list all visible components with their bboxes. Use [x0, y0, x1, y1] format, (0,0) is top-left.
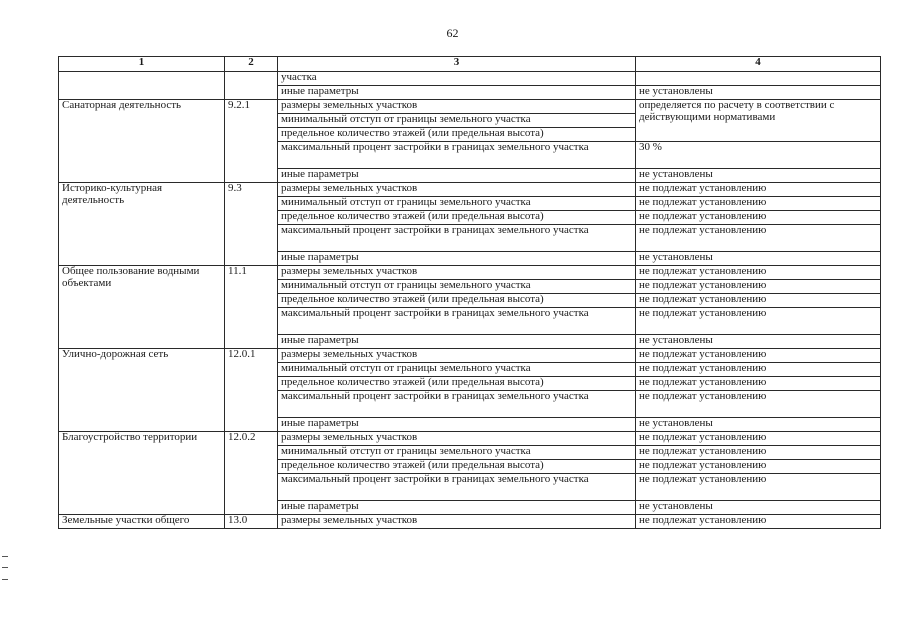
param-cell: размеры земельных участков [278, 432, 636, 446]
activity-code-cell: 11.1 [225, 266, 278, 349]
param-cell: иные параметры [278, 252, 636, 266]
activity-name-cell: Благоустройство территории [59, 432, 225, 515]
value-cell: не установлены [636, 501, 881, 515]
table-row [59, 72, 881, 86]
param-cell: максимальный процент застройки в границах земельного участка [278, 308, 636, 335]
column-header-1: 1 [59, 57, 225, 72]
merged-value-cell: определяется по расчету в соответствии с действующими нормативами [636, 100, 881, 142]
param-cell: иные параметры [278, 501, 636, 515]
regulations-table [58, 56, 881, 529]
value-cell: не подлежат установлению [636, 515, 881, 529]
value-cell: не подлежат установлению [636, 474, 881, 501]
param-cell: минимальный отступ от границы земельного участка [278, 280, 636, 294]
table-row [59, 432, 881, 446]
value-cell: не подлежат установлению [636, 211, 881, 225]
table-row [59, 349, 881, 363]
param-cell: минимальный отступ от границы земельного участка [278, 114, 636, 128]
value-cell: не установлены [636, 169, 881, 183]
activity-code-cell: 9.3 [225, 183, 278, 266]
value-cell: не подлежат установлению [636, 377, 881, 391]
value-cell: не подлежат установлению [636, 391, 881, 418]
param-cell: предельное количество этажей (или предельная высота) [278, 211, 636, 225]
value-cell: не подлежат установлению [636, 363, 881, 377]
param-cell: максимальный процент застройки в границах земельного участка [278, 474, 636, 501]
value-cell: не подлежат установлению [636, 349, 881, 363]
param-cell: максимальный процент застройки в границах земельного участка [278, 225, 636, 252]
param-cell: размеры земельных участков [278, 183, 636, 197]
activity-code-cell [225, 72, 278, 100]
table-row [59, 100, 881, 114]
value-cell [636, 72, 881, 86]
activity-name-cell: Улично-дорожная сеть [59, 349, 225, 432]
activity-name-cell: Общее пользование водными объектами [59, 266, 225, 349]
param-cell: минимальный отступ от границы земельного участка [278, 363, 636, 377]
value-cell: не установлены [636, 86, 881, 100]
value-cell: не установлены [636, 252, 881, 266]
activity-name-cell: Земельные участки общего [59, 515, 225, 529]
activity-name-cell: Санаторная деятельность [59, 100, 225, 183]
value-cell: не подлежат установлению [636, 266, 881, 280]
param-cell: максимальный процент застройки в границах земельного участка [278, 391, 636, 418]
activity-code-cell: 12.0.1 [225, 349, 278, 432]
table-row [59, 183, 881, 197]
value-cell: не подлежат установлению [636, 225, 881, 252]
column-header-4: 4 [636, 57, 881, 72]
table-row [59, 266, 881, 280]
page-number: 62 [446, 26, 459, 40]
activity-code-cell: 12.0.2 [225, 432, 278, 515]
activity-code-cell: 13.0 [225, 515, 278, 529]
scan-artifact [2, 556, 8, 580]
param-cell: предельное количество этажей (или предельная высота) [278, 377, 636, 391]
value-cell: не подлежат установлению [636, 294, 881, 308]
param-cell: иные параметры [278, 335, 636, 349]
param-cell: минимальный отступ от границы земельного участка [278, 446, 636, 460]
param-cell: размеры земельных участков [278, 515, 636, 529]
value-cell: не подлежат установлению [636, 183, 881, 197]
table-header-row [59, 57, 881, 72]
param-cell: размеры земельных участков [278, 266, 636, 280]
value-cell: не подлежат установлению [636, 197, 881, 211]
value-cell: не установлены [636, 418, 881, 432]
activity-name-cell [59, 72, 225, 100]
activity-name-cell: Историко-культурная деятельность [59, 183, 225, 266]
param-cell: иные параметры [278, 169, 636, 183]
param-cell: размеры земельных участков [278, 100, 636, 114]
param-cell: участка [278, 72, 636, 86]
value-cell: не подлежат установлению [636, 446, 881, 460]
value-cell: не подлежат установлению [636, 460, 881, 474]
column-header-2: 2 [225, 57, 278, 72]
param-cell: предельное количество этажей (или предельная высота) [278, 294, 636, 308]
param-cell: иные параметры [278, 418, 636, 432]
param-cell: размеры земельных участков [278, 349, 636, 363]
param-cell: иные параметры [278, 86, 636, 100]
param-cell: предельное количество этажей (или предельная высота) [278, 460, 636, 474]
value-cell: не подлежат установлению [636, 308, 881, 335]
param-cell: минимальный отступ от границы земельного участка [278, 197, 636, 211]
activity-code-cell: 9.2.1 [225, 100, 278, 183]
table-row [59, 515, 881, 529]
value-cell: 30 % [636, 142, 881, 169]
value-cell: не подлежат установлению [636, 280, 881, 294]
value-cell: не подлежат установлению [636, 432, 881, 446]
param-cell: максимальный процент застройки в границах земельного участка [278, 142, 636, 169]
param-cell: предельное количество этажей (или предельная высота) [278, 128, 636, 142]
value-cell: не установлены [636, 335, 881, 349]
column-header-3: 3 [278, 57, 636, 72]
